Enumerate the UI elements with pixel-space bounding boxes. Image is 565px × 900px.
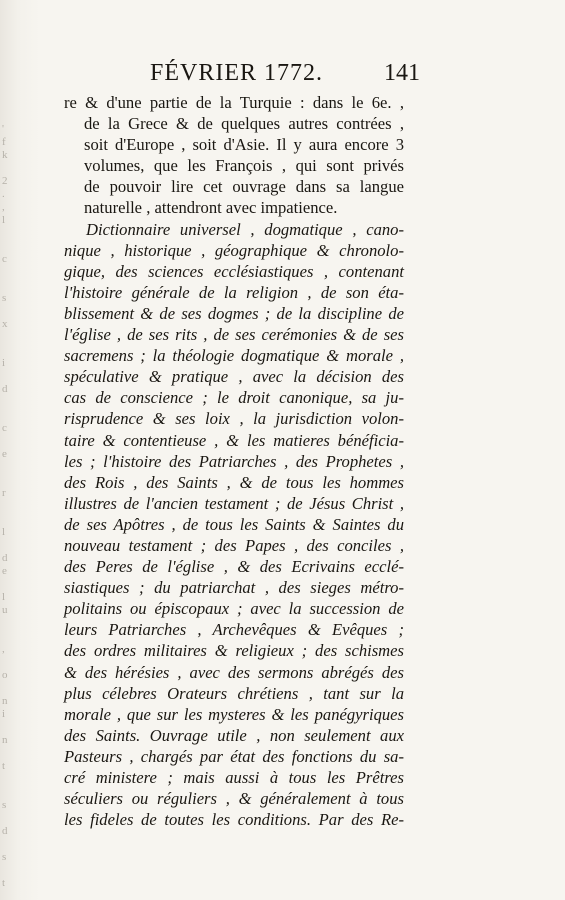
body-text: [64, 92, 404, 830]
text-line: morale , que sur les mysteres & les panégyriques: [64, 704, 404, 724]
text-line: volumes, que les François , qui sont privés: [84, 156, 404, 176]
text-line: l'histoire générale de la religion , de son éta-: [64, 282, 404, 302]
text-line: gique, des sciences ecclésiastiques , contenant: [64, 261, 404, 281]
page-header: [150, 60, 420, 90]
text-line: nique , historique , géographique & chronolo-: [64, 240, 404, 260]
page-number: 141: [384, 60, 420, 86]
bleed-through-margin: ' f k 2 . , l c s x i d c e r l d e l u , o n i n t s d s t: [2, 123, 7, 889]
text-line: les ; l'histoire des Patriarches , des Prophetes ,: [64, 451, 404, 471]
running-title: FÉVRIER 1772.: [150, 60, 324, 86]
text-line: blissement & de ses dogmes ; de la discipline de: [64, 303, 404, 323]
text-line: nouveau testament ; des Papes , des conciles ,: [64, 535, 404, 555]
text-line: des ordres militaires & religieux ; des schismes: [64, 641, 404, 661]
text-line: cré ministere ; mais aussi à tous les Prêtres: [64, 768, 404, 787]
text-line: des Rois , des Saints , & de tous les hommes: [64, 472, 404, 492]
text-line: des Saints. Ouvrage utile , non seulement aux: [64, 725, 404, 745]
text-line: naturelle , attendront avec impatience.: [84, 198, 338, 218]
text-line: taire & contentieuse , & les matieres bénéficia-: [64, 430, 404, 450]
text-line: l'église , de ses rits , de ses cerémonies & de ses: [64, 325, 404, 345]
text-line: les fideles de toutes les conditions. Par des Re-: [64, 810, 404, 830]
text-line: sacremens ; la théologie dogmatique & morale ,: [64, 346, 404, 366]
text-line: séculiers ou réguliers , & généralement à tous: [64, 789, 404, 809]
text-line: de la Grece & de quelques autres contrées ,: [84, 114, 404, 134]
text-line: leurs Patriarches , Archevêques & Evêques ;: [64, 620, 404, 640]
text-line: spéculative & pratique , avec la décision des: [64, 367, 404, 387]
text-line: Dictionnaire universel , dogmatique , cano-: [86, 219, 404, 239]
text-line: soit d'Europe , soit d'Asie. Il y aura encore 3: [84, 135, 404, 155]
text-line: re & d'une partie de la Turquie : dans le 6e. ,: [64, 93, 404, 112]
text-line: siastiques ; du patriarchat , des sieges métro-: [64, 578, 404, 598]
text-line: des Peres de l'église , & des Ecrivains ecclé-: [64, 557, 404, 577]
text-line: de pouvoir lire cet ouvrage dans sa langue: [84, 177, 404, 197]
text-line: & des hérésies , avec des sermons abrégés des: [64, 662, 404, 682]
text-line: politains ou épiscopaux ; avec la succession de: [64, 599, 404, 619]
text-line: illustres de l'ancien testament ; de Jésus Christ ,: [64, 493, 404, 513]
text-line: cas de conscience ; le droit canonique, sa ju-: [64, 388, 404, 408]
text-line: risprudence & ses loix , la jurisdiction volon-: [64, 409, 404, 429]
text-line: de ses Apôtres , de tous les Saints & Saintes du: [64, 514, 404, 534]
text-line: plus célebres Orateurs chrétiens , tant sur la: [64, 683, 404, 703]
text-line: Pasteurs , chargés par état des fonctions du sa-: [64, 746, 404, 766]
